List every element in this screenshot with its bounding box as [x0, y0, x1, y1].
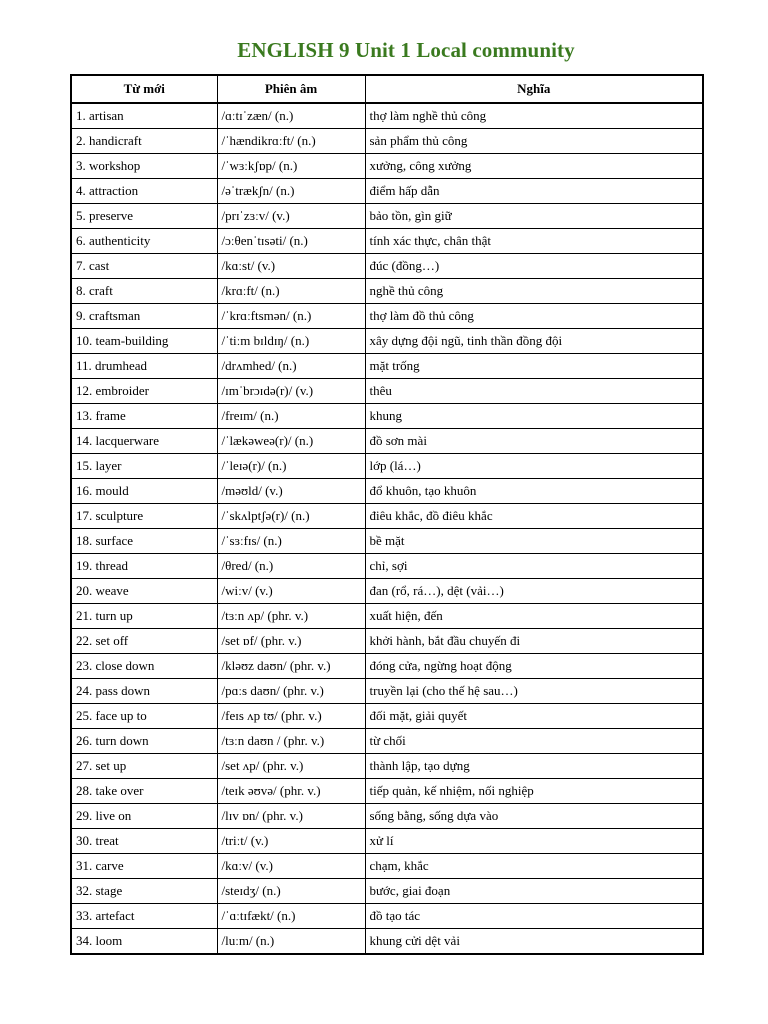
word-cell: 13. frame — [71, 404, 217, 429]
pronunciation-cell: /ˈhændikrɑːft/ (n.) — [217, 129, 365, 154]
meaning-cell: tiếp quản, kế nhiệm, nối nghiệp — [365, 779, 703, 804]
pronunciation-cell: /kləʊz daʊn/ (phr. v.) — [217, 654, 365, 679]
meaning-cell: khung cửi dệt vải — [365, 929, 703, 955]
meaning-cell: bảo tồn, gìn giữ — [365, 204, 703, 229]
meaning-cell: truyền lại (cho thế hệ sau…) — [365, 679, 703, 704]
word-cell: 31. carve — [71, 854, 217, 879]
meaning-cell: khung — [365, 404, 703, 429]
table-row — [71, 879, 703, 904]
meaning-cell: xử lí — [365, 829, 703, 854]
table-row — [71, 704, 703, 729]
pronunciation-cell: /ˈskʌlptʃə(r)/ (n.) — [217, 504, 365, 529]
pronunciation-cell: /ɑːtɪˈzæn/ (n.) — [217, 103, 365, 129]
pronunciation-cell: /ˈɑːtɪfækt/ (n.) — [217, 904, 365, 929]
pronunciation-cell: /ˈleɪə(r)/ (n.) — [217, 454, 365, 479]
table-row — [71, 229, 703, 254]
header-pronunciation: Phiên âm — [217, 75, 365, 103]
meaning-cell: điêu khắc, đồ điêu khắc — [365, 504, 703, 529]
meaning-cell: thợ làm đồ thủ công — [365, 304, 703, 329]
meaning-cell: từ chối — [365, 729, 703, 754]
header-word: Từ mới — [71, 75, 217, 103]
pronunciation-cell: /prɪˈzɜːv/ (v.) — [217, 204, 365, 229]
table-row — [71, 504, 703, 529]
meaning-cell: sản phẩm thủ công — [365, 129, 703, 154]
word-cell: 19. thread — [71, 554, 217, 579]
table-row — [71, 254, 703, 279]
meaning-cell: mặt trống — [365, 354, 703, 379]
word-cell: 6. authenticity — [71, 229, 217, 254]
word-cell: 16. mould — [71, 479, 217, 504]
word-cell: 21. turn up — [71, 604, 217, 629]
pronunciation-cell: /krɑːft/ (n.) — [217, 279, 365, 304]
word-cell: 7. cast — [71, 254, 217, 279]
pronunciation-cell: /kɑːv/ (v.) — [217, 854, 365, 879]
pronunciation-cell: /məʊld/ (v.) — [217, 479, 365, 504]
word-cell: 24. pass down — [71, 679, 217, 704]
table-row — [71, 829, 703, 854]
word-cell: 28. take over — [71, 779, 217, 804]
word-cell: 14. lacquerware — [71, 429, 217, 454]
table-row — [71, 179, 703, 204]
meaning-cell: chỉ, sợi — [365, 554, 703, 579]
word-cell: 29. live on — [71, 804, 217, 829]
word-cell: 22. set off — [71, 629, 217, 654]
table-header-row — [71, 75, 703, 103]
vocabulary-table — [70, 74, 704, 955]
table-row — [71, 779, 703, 804]
word-cell: 5. preserve — [71, 204, 217, 229]
word-cell: 18. surface — [71, 529, 217, 554]
meaning-cell: đồ tạo tác — [365, 904, 703, 929]
table-row — [71, 429, 703, 454]
word-cell: 11. drumhead — [71, 354, 217, 379]
table-row — [71, 329, 703, 354]
table-row — [71, 529, 703, 554]
pronunciation-cell: /luːm/ (n.) — [217, 929, 365, 955]
table-row — [71, 579, 703, 604]
pronunciation-cell: /əˈtrækʃn/ (n.) — [217, 179, 365, 204]
table-row — [71, 454, 703, 479]
pronunciation-cell: /θred/ (n.) — [217, 554, 365, 579]
page-title: ENGLISH 9 Unit 1 Local community — [237, 38, 575, 62]
meaning-cell: đối mặt, giải quyết — [365, 704, 703, 729]
table-row — [71, 554, 703, 579]
word-cell: 4. attraction — [71, 179, 217, 204]
pronunciation-cell: /ˈsɜːfɪs/ (n.) — [217, 529, 365, 554]
table-row — [71, 604, 703, 629]
word-cell: 15. layer — [71, 454, 217, 479]
pronunciation-cell: /tɜːn ʌp/ (phr. v.) — [217, 604, 365, 629]
table-row — [71, 379, 703, 404]
table-body — [71, 103, 703, 954]
pronunciation-cell: /feɪs ʌp tʊ/ (phr. v.) — [217, 704, 365, 729]
word-cell: 30. treat — [71, 829, 217, 854]
meaning-cell: xưởng, công xưởng — [365, 154, 703, 179]
table-row — [71, 854, 703, 879]
word-cell: 27. set up — [71, 754, 217, 779]
table-row — [71, 154, 703, 179]
meaning-cell: lớp (lá…) — [365, 454, 703, 479]
table-row — [71, 754, 703, 779]
pronunciation-cell: /kɑːst/ (v.) — [217, 254, 365, 279]
pronunciation-cell: /freɪm/ (n.) — [217, 404, 365, 429]
word-cell: 33. artefact — [71, 904, 217, 929]
pronunciation-cell: /ˈlækəweə(r)/ (n.) — [217, 429, 365, 454]
meaning-cell: tính xác thực, chân thật — [365, 229, 703, 254]
pronunciation-cell: /set ʌp/ (phr. v.) — [217, 754, 365, 779]
meaning-cell: khởi hành, bắt đầu chuyến đi — [365, 629, 703, 654]
meaning-cell: thành lập, tạo dựng — [365, 754, 703, 779]
table-row — [71, 479, 703, 504]
word-cell: 3. workshop — [71, 154, 217, 179]
pronunciation-cell: /wiːv/ (v.) — [217, 579, 365, 604]
meaning-cell: đồ sơn mài — [365, 429, 703, 454]
header-meaning: Nghĩa — [365, 75, 703, 103]
table-row — [71, 103, 703, 129]
meaning-cell: đúc (đồng…) — [365, 254, 703, 279]
pronunciation-cell: /pɑːs daʊn/ (phr. v.) — [217, 679, 365, 704]
pronunciation-cell: /set ɒf/ (phr. v.) — [217, 629, 365, 654]
word-cell: 23. close down — [71, 654, 217, 679]
table-row — [71, 904, 703, 929]
meaning-cell: đổ khuôn, tạo khuôn — [365, 479, 703, 504]
word-cell: 26. turn down — [71, 729, 217, 754]
word-cell: 25. face up to — [71, 704, 217, 729]
word-cell: 10. team-building — [71, 329, 217, 354]
table-row — [71, 729, 703, 754]
meaning-cell: chạm, khắc — [365, 854, 703, 879]
meaning-cell: bề mặt — [365, 529, 703, 554]
meaning-cell: đan (rổ, rá…), dệt (vải…) — [365, 579, 703, 604]
word-cell: 8. craft — [71, 279, 217, 304]
table-row — [71, 679, 703, 704]
word-cell: 34. loom — [71, 929, 217, 955]
pronunciation-cell: /ˈwɜːkʃɒp/ (n.) — [217, 154, 365, 179]
word-cell: 9. craftsman — [71, 304, 217, 329]
pronunciation-cell: /steɪdʒ/ (n.) — [217, 879, 365, 904]
meaning-cell: thêu — [365, 379, 703, 404]
table-row — [71, 279, 703, 304]
table-row — [71, 304, 703, 329]
table-row — [71, 929, 703, 955]
meaning-cell: xây dựng đội ngũ, tinh thần đồng đội — [365, 329, 703, 354]
table-row — [71, 204, 703, 229]
pronunciation-cell: /drʌmhed/ (n.) — [217, 354, 365, 379]
pronunciation-cell: /teɪk əʊvə/ (phr. v.) — [217, 779, 365, 804]
meaning-cell: sống bằng, sống dựa vào — [365, 804, 703, 829]
pronunciation-cell: /ˈtiːm bɪldɪŋ/ (n.) — [217, 329, 365, 354]
pronunciation-cell: /tɜːn daʊn / (phr. v.) — [217, 729, 365, 754]
pronunciation-cell: /lɪv ɒn/ (phr. v.) — [217, 804, 365, 829]
table-row — [71, 804, 703, 829]
meaning-cell: đóng cửa, ngừng hoạt động — [365, 654, 703, 679]
word-cell: 12. embroider — [71, 379, 217, 404]
table-row — [71, 404, 703, 429]
word-cell: 17. sculpture — [71, 504, 217, 529]
pronunciation-cell: /ɔːθenˈtɪsəti/ (n.) — [217, 229, 365, 254]
table-row — [71, 629, 703, 654]
table-row — [71, 354, 703, 379]
word-cell: 20. weave — [71, 579, 217, 604]
meaning-cell: thợ làm nghề thủ công — [365, 103, 703, 129]
pronunciation-cell: /ɪmˈbrɔɪdə(r)/ (v.) — [217, 379, 365, 404]
table-row — [71, 654, 703, 679]
word-cell: 1. artisan — [71, 103, 217, 129]
word-cell: 32. stage — [71, 879, 217, 904]
pronunciation-cell: /triːt/ (v.) — [217, 829, 365, 854]
word-cell: 2. handicraft — [71, 129, 217, 154]
pronunciation-cell: /ˈkrɑːftsmən/ (n.) — [217, 304, 365, 329]
meaning-cell: bước, giai đoạn — [365, 879, 703, 904]
table-row — [71, 129, 703, 154]
meaning-cell: nghề thủ công — [365, 279, 703, 304]
meaning-cell: điểm hấp dẫn — [365, 179, 703, 204]
meaning-cell: xuất hiện, đến — [365, 604, 703, 629]
